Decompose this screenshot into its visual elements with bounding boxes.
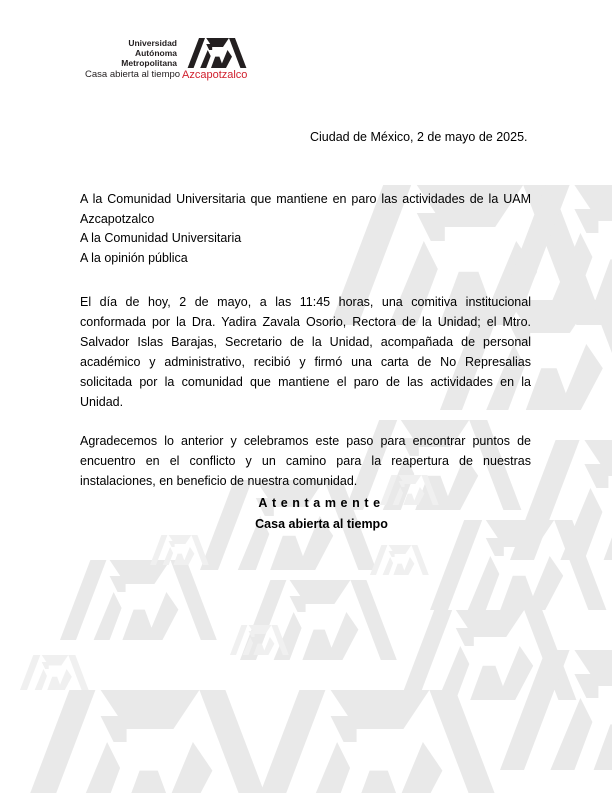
addressee-line: A la Comunidad Universitaria que mantiene en paro las actividades de la UAM Azcapotzalco xyxy=(80,192,531,226)
letter-closing xyxy=(80,493,531,534)
body-paragraph: Agradecemos lo anterior y celebramos este paso para encontrar puntos de encuentro en el conflicto y un camino para la reapertura de nuestras instalaciones, en beneficio de nuestra comunidad. xyxy=(80,434,531,488)
addressee-list xyxy=(80,190,531,268)
university-name xyxy=(80,38,177,68)
campus-name: Azcapotzalco xyxy=(182,69,248,81)
closing-motto: Casa abierta al tiempo xyxy=(255,517,388,531)
logo-tagline: Casa abierta al tiempo xyxy=(85,69,181,80)
letter-body xyxy=(80,292,531,510)
university-name-line: Metropolitana xyxy=(121,58,177,68)
institution-logo xyxy=(80,36,280,86)
uam-logo-icon xyxy=(182,38,252,68)
university-name-line: Universidad xyxy=(128,38,177,48)
addressee-line: A la Comunidad Universitaria xyxy=(80,231,242,245)
letter-date: Ciudad de México, 2 de mayo de 2025. xyxy=(310,130,528,144)
addressee-line: A la opinión pública xyxy=(80,250,188,265)
university-name-line: Autónoma xyxy=(134,48,177,58)
closing-salutation: Atentamente xyxy=(258,496,385,510)
body-paragraph: El día de hoy, 2 de mayo, a las 11:45 horas, una comitiva institucional conformada por la Dra. Yadira Zavala Osorio, Rectora de la Unidad; el Mtro. Salvador Islas Barajas, Secretario de la Unidad, acompañada de personal académico y administrativo, recibió y firmó una carta de No Represalias solicitada por la comunidad que mantiene el paro de las actividades en la Unidad. xyxy=(80,295,531,409)
